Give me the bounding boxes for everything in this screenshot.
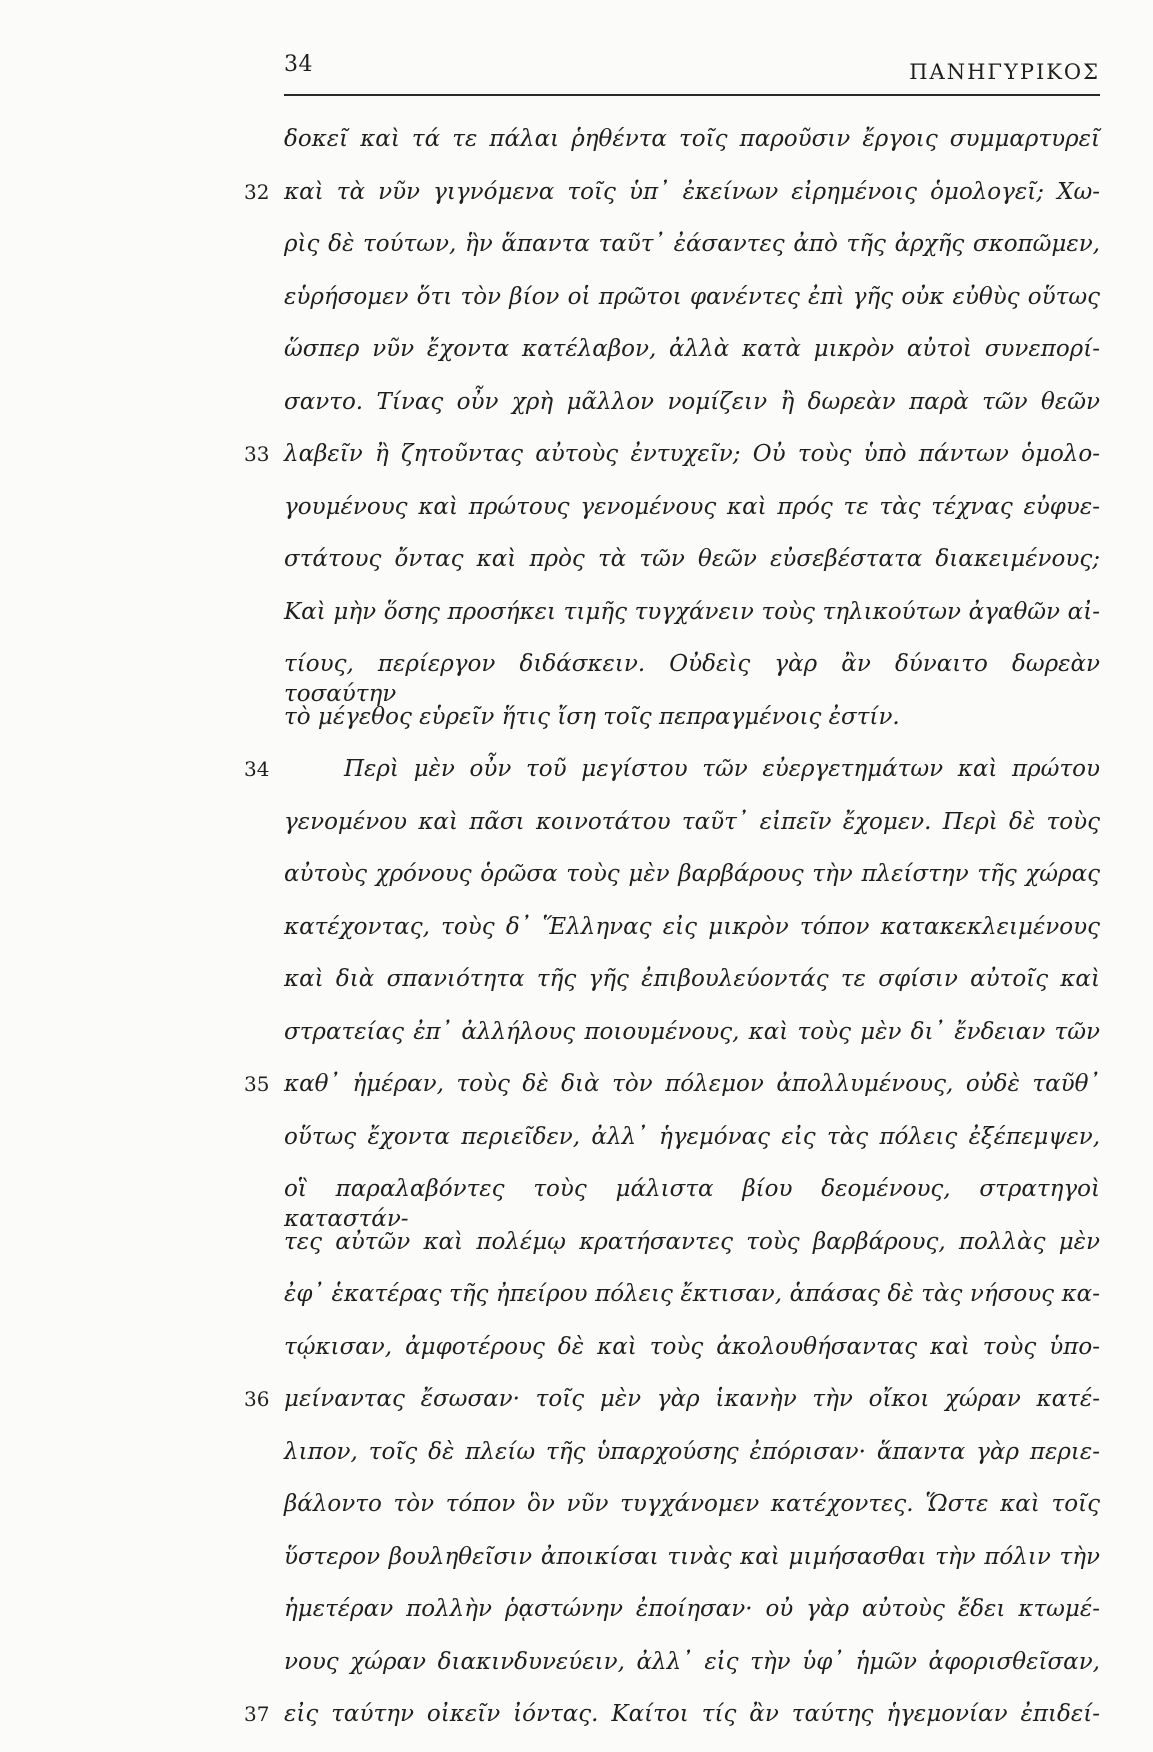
section-number: 34 (244, 757, 270, 781)
text-line (284, 1594, 1100, 1647)
text-line (284, 1647, 1100, 1700)
line-text: τίους, περίεργον διδάσκειν. Οὐδεὶς γὰρ ἂν δύναιτο δωρεὰν τοσαύτην (284, 651, 1100, 707)
page-header (284, 52, 1100, 98)
line-text: ἡμετέραν πολλὴν ῥᾳστώνην ἐποίησαν· οὐ γὰρ αὐτοὺς ἔδει κτωμέ- (284, 1596, 1100, 1622)
text-line (284, 597, 1100, 650)
line-text: εἰς ταύτην οἰκεῖν ἰόντας. Καίτοι τίς ἂν ταύτης ἡγεμονίαν ἐπιδεί- (284, 1701, 1100, 1727)
text-line (244, 754, 1100, 807)
line-text: γενομένου καὶ πᾶσι κοινοτάτου ταῦτ᾿ εἰπεῖν ἔχομεν. Περὶ δὲ τοὺς (284, 808, 1100, 835)
line-text: λιπον, τοῖς δὲ πλείω τῆς ὑπαρχούσης ἐπόρισαν· ἅπαντα γὰρ περιε- (284, 1438, 1100, 1465)
text-line (284, 1227, 1100, 1280)
line-text: τὸ μέγεθος εὑρεῖν ἥτις ἴση τοῖς πεπραγμένοις ἐστίν. (284, 703, 900, 730)
line-text: γουμένους καὶ πρώτους γενομένους καὶ πρός τε τὰς τέχνας εὐφυε- (284, 493, 1100, 520)
line-text: οὕτως ἔχοντα περιεῖδεν, ἀλλ᾿ ἡγεμόνας εἰς τὰς πόλεις ἐξέπεμψεν, (284, 1123, 1100, 1150)
header-rule (284, 94, 1100, 96)
section-number: 37 (244, 1702, 270, 1726)
text-line (284, 859, 1100, 912)
line-text: τες αὐτῶν καὶ πολέμῳ κρατήσαντες τοὺς βαρβάρους, πολλὰς μὲν (284, 1228, 1100, 1255)
line-text: οἳ παραλαβόντες τοὺς μάλιστα βίου δεομένους, στρατηγοὶ καταστάν- (284, 1176, 1100, 1232)
line-text: κατέχοντας, τοὺς δ᾿ Ἕλληνας εἰς μικρὸν τόπον κατακεκλειμένους (284, 913, 1100, 940)
text-line (284, 282, 1100, 335)
page-number: 34 (284, 52, 313, 77)
line-text: λαβεῖν ἢ ζητοῦντας αὐτοὺς ἐντυχεῖν; Οὐ τοὺς ὑπὸ πάντων ὁμολο- (284, 441, 1100, 467)
text-line (244, 1699, 1100, 1752)
text-line (284, 1017, 1100, 1070)
line-text: εὑρήσομεν ὅτι τὸν βίον οἱ πρῶτοι φανέντες ἐπὶ γῆς οὐκ εὐθὺς οὕτως (284, 283, 1100, 310)
text-line (284, 1174, 1100, 1232)
text-line (284, 1122, 1100, 1175)
text-line (284, 124, 1100, 177)
text-line (244, 1384, 1100, 1437)
line-text: μείναντας ἔσωσαν· τοῖς μὲν γὰρ ἱκανὴν τὴν οἴκοι χώραν κατέ- (284, 1386, 1100, 1412)
line-text: στρατείας ἐπ᾿ ἀλλήλους ποιουμένους, καὶ τοὺς μὲν δι᾿ ἔνδειαν τῶν (284, 1018, 1100, 1045)
line-text: βάλοντο τὸν τόπον ὃν νῦν τυγχάνομεν κατέχοντες. Ὥστε καὶ τοῖς (284, 1491, 1100, 1517)
line-text: αὐτοὺς χρόνους ὁρῶσα τοὺς μὲν βαρβάρους τὴν πλείστην τῆς χώρας (284, 861, 1100, 887)
line-text: ρὶς δὲ τούτων, ἣν ἅπαντα ταῦτ᾿ ἐάσαντες ἀπὸ τῆς ἀρχῆς σκοπῶμεν, (284, 231, 1100, 257)
text-line (244, 177, 1100, 230)
running-title: ΠΑΝΗΓΥΡΙΚΟΣ (909, 60, 1100, 84)
text-line (284, 1489, 1100, 1542)
text-line (284, 1279, 1100, 1332)
text-line (244, 1069, 1100, 1122)
text-line (284, 702, 1100, 755)
text-line (284, 334, 1100, 387)
section-number: 36 (244, 1387, 270, 1411)
line-text: σαντο. Τίνας οὖν χρὴ μᾶλλον νομίζειν ἢ δωρεὰν παρὰ τῶν θεῶν (284, 388, 1100, 415)
line-text: Καὶ μὴν ὅσης προσήκει τιμῆς τυγχάνειν τοὺς τηλικούτων ἀγαθῶν αἰ- (284, 598, 1100, 625)
line-text: δοκεῖ καὶ τά τε πάλαι ῥηθέντα τοῖς παροῦσιν ἔργοις συμμαρτυρεῖ (284, 126, 1100, 152)
section-number: 32 (244, 179, 270, 204)
text-line (284, 544, 1100, 597)
line-text: ἐφ᾿ ἑκατέρας τῆς ἠπείρου πόλεις ἔκτισαν, ἁπάσας δὲ τὰς νήσους κα- (284, 1281, 1100, 1307)
line-text: νους χώραν διακινδυνεύειν, ἀλλ᾿ εἰς τὴν ὑφ᾿ ἡμῶν ἀφορισθεῖσαν, (284, 1648, 1100, 1675)
text-line (284, 229, 1100, 282)
text-line (284, 964, 1100, 1017)
section-number: 33 (244, 442, 270, 466)
text-line (284, 807, 1100, 860)
text-line (244, 439, 1100, 492)
line-text: καὶ τὰ νῦν γιγνόμενα τοῖς ὑπ᾿ ἐκείνων εἰρημένοις ὁμολογεῖ; Χω- (284, 178, 1100, 205)
line-text: ὕστερον βουληθεῖσιν ἀποικίσαι τινὰς καὶ μιμήσασθαι τὴν πόλιν τὴν (284, 1543, 1100, 1570)
text-line (284, 649, 1100, 707)
text-line (284, 1332, 1100, 1385)
line-text: ὥσπερ νῦν ἔχοντα κατέλαβον, ἀλλὰ κατὰ μικρὸν αὐτοὶ συνεπορί- (284, 336, 1100, 362)
body-text (244, 124, 1100, 1752)
text-line (284, 1542, 1100, 1595)
line-text: καθ᾿ ἡμέραν, τοὺς δὲ διὰ τὸν πόλεμον ἀπολλυμένους, οὐδὲ ταῦθ᾿ (284, 1071, 1100, 1097)
section-number: 35 (244, 1072, 270, 1096)
line-text: καὶ διὰ σπανιότητα τῆς γῆς ἐπιβουλεύοντάς τε σφίσιν αὐτοῖς καὶ (284, 966, 1100, 992)
line-text: τῴκισαν, ἀμφοτέρους δὲ καὶ τοὺς ἀκολουθήσαντας καὶ τοὺς ὑπο- (284, 1333, 1100, 1360)
text-line (284, 1437, 1100, 1490)
text-line (284, 387, 1100, 440)
line-text: στάτους ὄντας καὶ πρὸς τὰ τῶν θεῶν εὐσεβέστατα διακειμένους; (284, 546, 1100, 572)
text-line (284, 492, 1100, 545)
line-text: Περὶ μὲν οὖν τοῦ μεγίστου τῶν εὐεργετημάτων καὶ πρώτου (344, 756, 1100, 782)
text-line (284, 912, 1100, 965)
